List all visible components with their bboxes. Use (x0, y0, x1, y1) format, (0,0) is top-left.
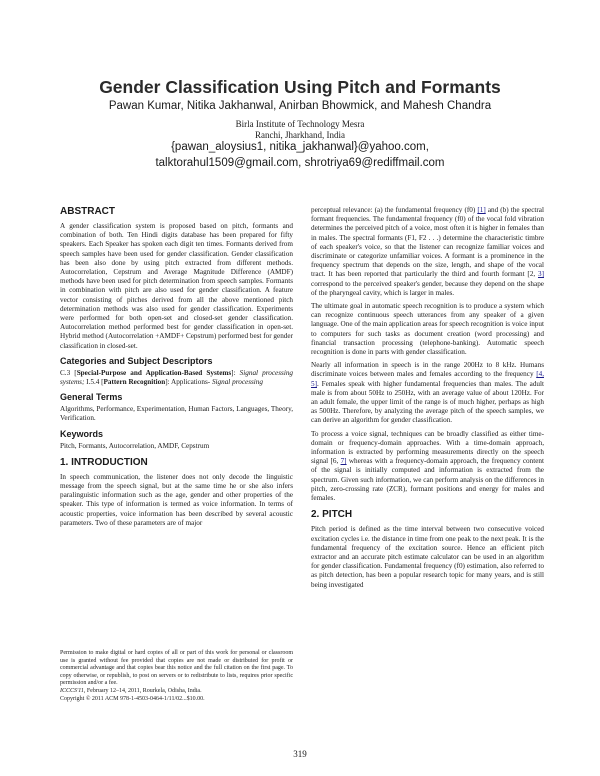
paragraph-text: correspond to the perceived speaker's gender, because they depend on the shape of the pharyngeal cavity, which is larger in males. (311, 279, 544, 297)
citation-link[interactable]: [4, 5] (311, 370, 544, 388)
page-number: 319 (293, 749, 307, 759)
author-list: Pawan Kumar, Nitika Jakhanwal, Anirban Bhowmick, and Mahesh Chandra (108, 100, 492, 112)
right-column (311, 206, 544, 594)
categories-text (60, 369, 293, 387)
categories-part: ]: (231, 368, 240, 377)
categories-bold-term: Pattern Recognition (103, 378, 166, 387)
pitch-heading: 2. PITCH (311, 509, 353, 521)
left-column (60, 206, 293, 532)
keywords-heading: Keywords (60, 428, 104, 439)
affiliation-location: Ranchi, Jharkhand, India (255, 130, 345, 140)
categories-part: I.5.4 [ (84, 378, 104, 387)
conference-info (60, 688, 293, 696)
speech-recognition-paragraph: The ultimate goal in automatic speech recognition is to produce a system which can recognize continuous speech utterances from any speaker of a given language. One of the main application areas for speech recognition is voice input to computers for such tasks as document creation (word processing) and financial transaction processing (telephone-banking). Automatic speech recognition is done in parts with gender classification. (311, 302, 544, 357)
paragraph-text: perceptual relevance: (a) the fundamental frequency (f0) (311, 206, 478, 214)
paper-title: Gender Classification Using Pitch and Formants (99, 77, 501, 97)
citation-link[interactable]: [1] (477, 206, 486, 214)
abstract-heading: ABSTRACT (60, 206, 115, 217)
affiliation-institute: Birla Institute of Technology Mesra (235, 119, 365, 129)
email-line-2: talktorahul1509@gmail.com, shrotriya69@rediffmail.com (155, 157, 445, 169)
signal-processing-paragraph (311, 430, 544, 504)
frequency-range-paragraph (311, 361, 544, 425)
categories-bold-term: Special-Purpose and Application-Based Systems (76, 368, 232, 377)
pitch-text: Pitch period is defined as the time interval between two consecutive voiced excitation cycles i.e. the distance in time from one peak to the next peak. It is the fundamental frequency of the excitation source. Hence an efficient pitch extractor and an accurate pitch estimate calculator can be used in an algorithm for gender classification. Fundamental frequency (f0) estimation, also referred to as pitch detection, has been a popular research topic for many years, and is still being investigated (311, 525, 544, 589)
paragraph-text: Nearly all information in speech is in the range 200Hz to 8 kHz. Humans discriminate voices between males and females according to the frequency (311, 361, 544, 379)
general-terms-text: Algorithms, Performance, Experimentation, Human Factors, Languages, Theory, Verification. (60, 405, 293, 423)
paragraph-text: To process a voice signal, techniques can be broadly classified as either time-domain or frequency-domain approaches. With a time-domain approach, information is extracted by performing measurements directly on the speech signal [6, (311, 429, 544, 466)
citation-link[interactable]: 7] (340, 457, 347, 466)
categories-heading: Categories and Subject Descriptors (60, 355, 213, 366)
general-terms-heading: General Terms (60, 392, 123, 403)
permission-notice: Permission to make digital or hard copies of all or part of this work for personal or classroom use is granted without fee provided that copies are not made or distributed for profit or commercial advantage and that copies bear this notice and the full citation on the first page. To copy otherwise, or republish, to post on servers or to redistribute to lists, requires prior specific permission and/or a fee. (60, 650, 293, 687)
categories-italic-term: Signal processing systems; (60, 368, 294, 387)
conference-details: , February 12–14, 2011, Rourkela, Odisha, India. (83, 687, 202, 694)
paragraph-text: whereas with a frequency-domain approach, the frequency content of the signal is initially computed and information is extracted from the spectrum. Given such information, we can perform analysis on the differences in pitch, zero-crossing rate (ZCR), formant positions and energy for males and females. (311, 457, 544, 503)
conference-name: ICCCS'11 (60, 687, 84, 694)
email-line-1: {pawan_aloysius1, nitika_jakhanwal}@yahoo.com, (171, 141, 429, 153)
citation-link[interactable]: 3] (538, 270, 544, 279)
categories-italic-term: Signal processing (211, 378, 263, 387)
abstract-text: A gender classification system is proposed based on pitch, formants and combination of both. Ten Hindi digits database has been prepared for fifty speakers. Each Speaker has spoken each digit ten times. Formants derived from speech samples have been used for gender classification. Gender classification has been also done by using pitch extracted from different methods. Autocorrelation, Cepstrum and Average Magnitude Difference (AMDF) methods have been used for pitch determination from speech samples. Formants in combination with pitch are also used for gender classification. A feature vector consisting of pitches derived from all the above mentioned pitch determination methods was also used for gender classification. Experiments were performed for both open-set and closed-set gender classification. Autocorrelation method performed best for gender classification in open-set. Hybrid method (Autocorrelation +AMDF+ Cepstrum) performed best for gender classification in closed-set. (60, 222, 293, 350)
paragraph-text: . Females speak with higher fundamental frequencies than males. The adult male is from about 50Hz to 250Hz, with an average value of about 120Hz. For an adult female, the upper limit of the range is of much higher, perhaps as high as 500Hz. Therefore, by analyzing the average pitch of the speech samples, we can derive an algorithm for gender classification. (311, 379, 544, 425)
categories-part: ]: Applications- (165, 378, 212, 387)
keywords-text: Pitch, Formants, Autocorrelation, AMDF, Cepstrum (60, 441, 210, 450)
paragraph-text: and (b) the spectral formant frequencies. The fundamental frequency (f0) of the vocal fold vibration determines the perceived pitch of a voice, most often it is higher in females than in males. The spectral formants (F1, F2 . . .) determine the characteristic timbre of each speaker's voice, so that the listener can recognize familiar voices and discriminate or categorize unfamiliar voices. A formant is a prominence in the frequency spectrum that depends on the size, length, and shape of the vocal tract. It has been reported that particularly the third and fourth formant [2, (311, 206, 544, 279)
copyright-footnote (60, 650, 293, 703)
intro-continued-paragraph (311, 206, 544, 298)
categories-part: C.3 [ (60, 368, 77, 377)
introduction-text: In speech communication, the listener does not only decode the linguistic message from the speech signal, but at the same time he or she also infers paralinguistic information such as the age, gender and other properties of the speaker. This type of information is termed as voice information. In terms of acoustic properties, voice information has been described by several acoustic parameters. Two of these parameters are of major (60, 472, 293, 527)
copyright-line: Copyright © 2011 ACM 978-1-4503-0464-1/11/02...$10.00. (60, 695, 205, 702)
introduction-heading: 1. INTRODUCTION (60, 456, 148, 468)
